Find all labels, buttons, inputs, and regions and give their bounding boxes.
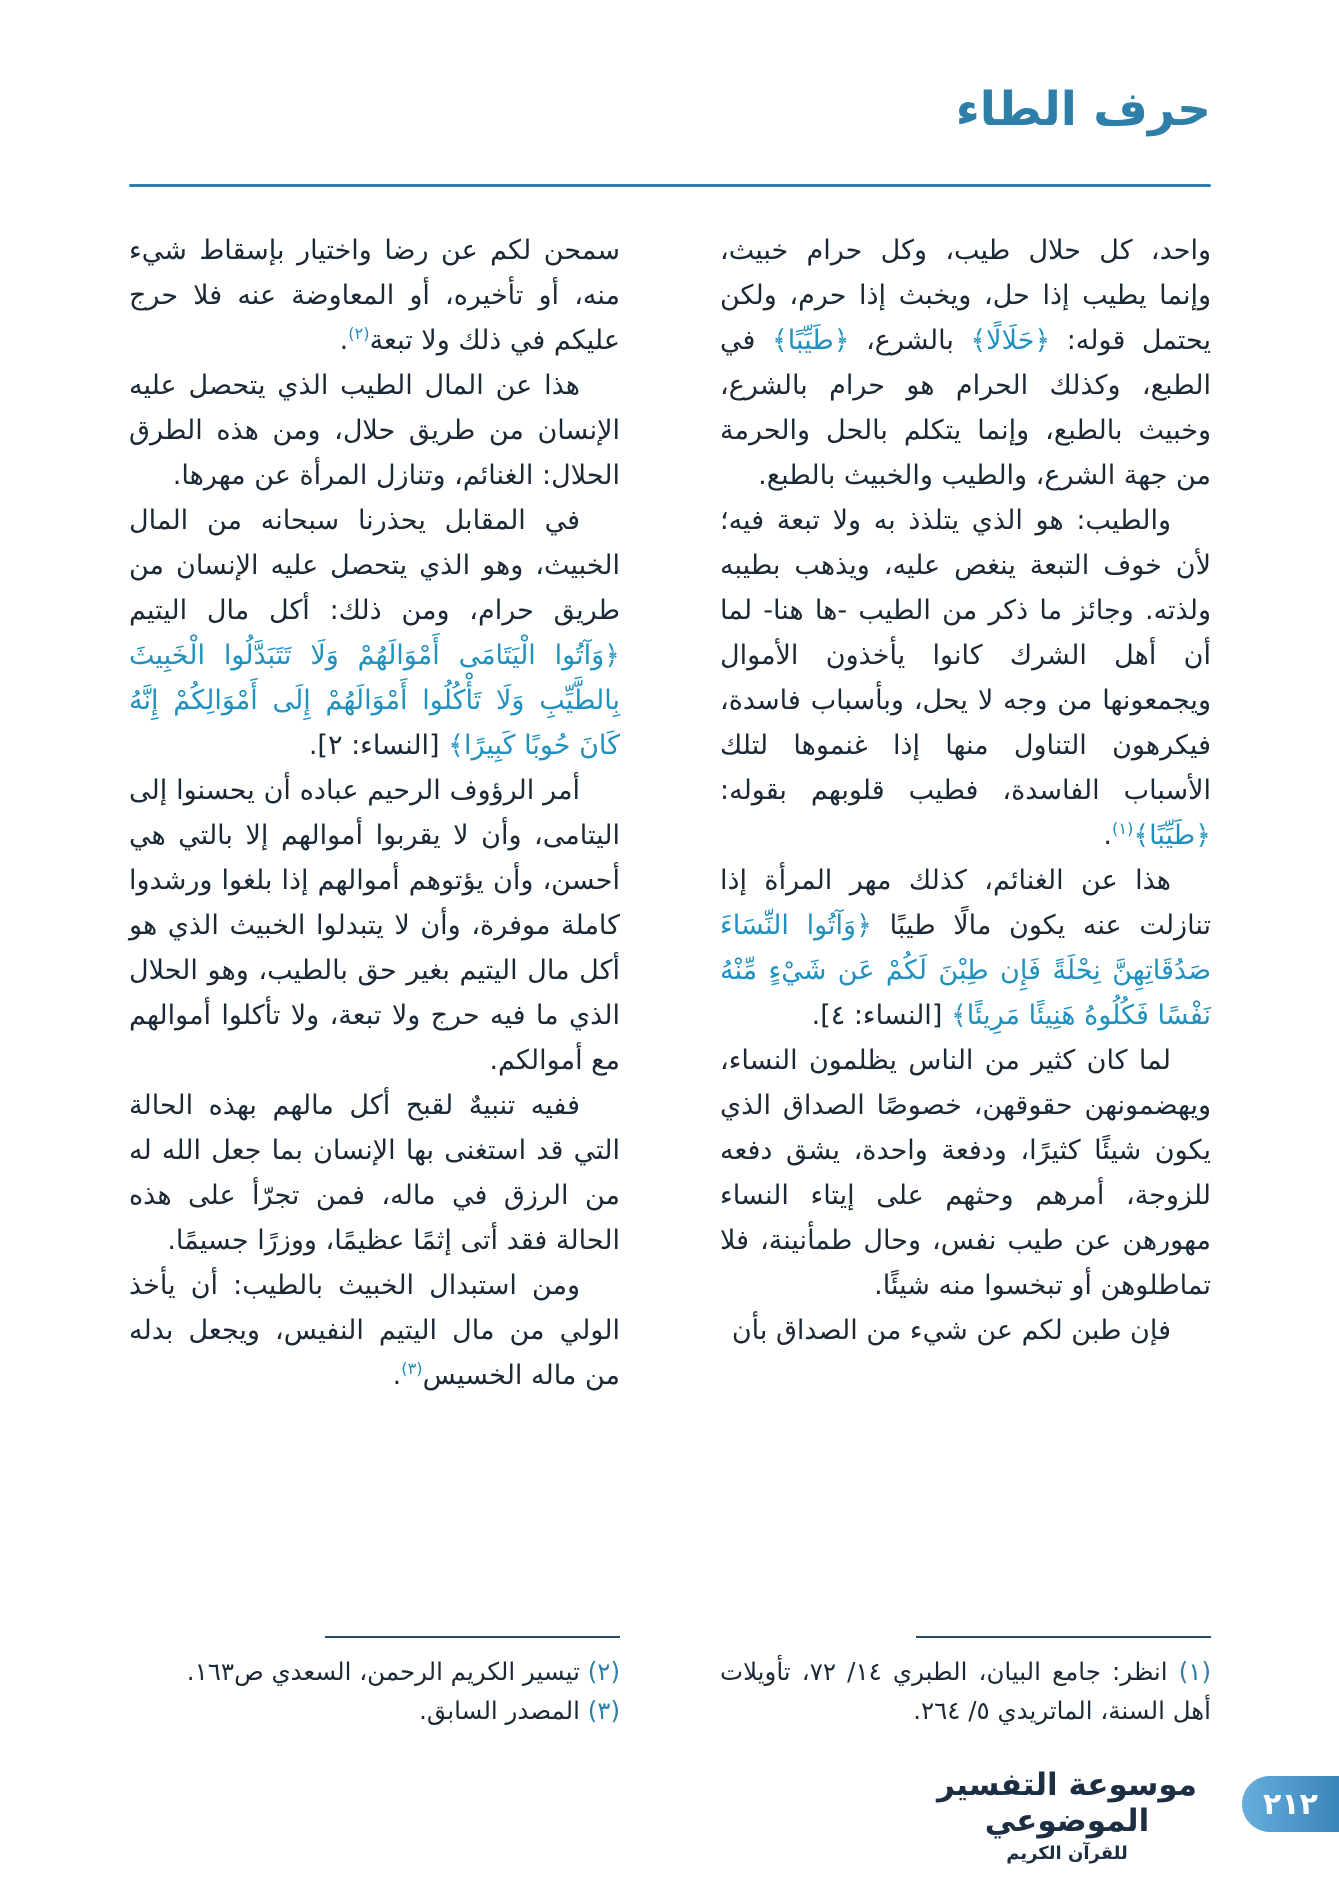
body-text: في المقابل يحذرنا سبحانه من المال الخبيث، وهو الذي يتحصل عليه الإنسان من طريق حرام، ومن ذلك: أكل مال اليتيم [129,505,620,626]
body-text: بالشرع، [849,325,971,356]
quran-verse: ﴿وَآتُوا النِّسَاءَ صَدُقَاتِهِنَّ نِحْلَةً فَإِن طِبْنَ لَكُمْ عَن شَيْءٍ مِّنْهُ نَفْسًا فَكُلُوهُ هَنِيئًا مَرِيئًا﴾ [720,910,1211,1031]
logo-subtitle-text: للقرآن الكريم [1006,1843,1128,1864]
body-text: فإن طبن لكم عن شيء من الصداق بأن [731,1315,1171,1346]
paragraph [129,1263,620,1398]
body-text: سمحن لكم عن رضا واختيار بإسقاط شيء منه، أو تأخيره، أو المعاوضة عنه فلا حرج عليكم في ذلك ولا تبعة [129,235,620,356]
footnote-text: المصدر السابق. [419,1696,580,1725]
paragraph [129,228,620,363]
quran-verse: ﴿حَلَالًا﴾ [970,325,1051,356]
footnote-marker: (١) [1111,819,1134,838]
text-column-right [720,228,1211,1730]
logo-title-text: موسوعة التفسير الموضوعي [936,1767,1198,1839]
verse-reference: [النساء: ٢]. [308,730,449,761]
footnote-text: تيسير الكريم الرحمن، السعدي ص١٦٣. [186,1657,580,1686]
body-text: ففيه تنبيهٌ لقبح أكل مالهم بهذه الحالة التي قد استغنى بها الإنسان بما جعل الله له من الرزق في ماله، فمن تجرّأ على هذه الحالة فقد أتى إثمًا عظيمًا، ووزرًا جسيمًا. [129,1090,620,1256]
quran-verse: ﴿وَآتُوا الْيَتَامَى أَمْوَالَهُمْ وَلَا تَتَبَدَّلُوا الْخَبِيثَ بِالطَّيِّبِ وَلَا تَأْكُلُوا أَمْوَالَهُمْ إِلَى أَمْوَالِكُمْ إِنَّهُ كَانَ حُوبًا كَبِيرًا﴾ [129,640,620,761]
paragraph [720,228,1211,498]
verse-reference: [النساء: ٤]. [811,1000,951,1031]
footnote-separator-rule [325,1636,620,1638]
footnote-separator-rule [916,1636,1211,1638]
body-text: هذا عن الغنائم، كذلك مهر المرأة إذا تنازلت عنه يكون مالًا طيبًا [720,865,1211,941]
body-text: . [392,1360,402,1391]
paragraph [129,1083,620,1263]
body-text: لما كان كثير من الناس يظلمون النساء، ويهضمونهن حقوقهن، خصوصًا الصداق الذي يكون شيئًا كثيرًا، ودفعة واحدة، يشق دفعه للزوجة، أمرهم وحثهم على إيتاء النساء مهورهن عن طيب نفس، وحال طمأنينة، فلا تماطلوهن أو تبخسوا منه شيئًا. [720,1045,1211,1301]
paragraph [129,498,620,768]
footnote [129,1652,620,1691]
paragraph [129,768,620,1083]
footnote-marker: (٢) [348,324,370,343]
quran-verse: ﴿طَيِّبًا﴾ [771,325,850,356]
footnote-text: انظر: جامع البيان، الطبري ١٤/ ٧٢، تأويلات أهل السنة، الماتريدي ٥/ ٢٦٤. [720,1657,1211,1725]
paragraph [720,1038,1211,1308]
body-text: ومن استبدال الخبيث بالطيب: أن يأخذ الولي من مال اليتيم النفيس، ويجعل بدله من ماله الخسيس [129,1270,620,1391]
paragraph [129,363,620,498]
two-column-text-area [129,228,1211,1730]
body-text: واحد، كل حلال طيب، وكل حرام خبيث، وإنما يطيب إذا حل، ويخبث إذا حرم، ولكن يحتمل قوله: [720,235,1212,356]
page-number: ٢١٢ [1263,1786,1318,1822]
publisher-logo [927,1767,1207,1864]
text-column-left [129,228,620,1730]
footnote-number: (١) [1167,1657,1211,1686]
footnote-number: (٣) [579,1696,620,1725]
column-body [720,228,1211,1353]
footnotes-right [720,1636,1211,1730]
quran-verse: ﴿طَيِّبًا﴾ [1133,820,1211,851]
footnotes-left [129,1636,620,1730]
paragraph [720,858,1211,1038]
body-text: . [1103,820,1112,851]
paragraph [720,498,1211,858]
footnote [129,1691,620,1730]
body-text: في الطبع، وكذلك الحرام هو حرام بالشرع، وخبيث بالطبع، وإنما يتكلم بالحل والحرمة من جهة الشرع، والطيب والخبيث بالطبع. [720,325,1211,491]
body-text: والطيب: هو الذي يتلذذ به ولا تبعة فيه؛ لأن خوف التبعة ينغص عليه، ويذهب بطيبه ولذته. وجائز ما ذكر من الطيب -ها هنا- لما أن أهل الشرك كانوا يأخذون الأموال ويجمعونها من وجه لا يحل، وبأسباب فاسدة، فيكرهون التناول منها إذا غنموها لتلك الأسباب الفاسدة، فطيب قلوبهم بقوله: [720,505,1211,806]
column-body [129,228,620,1398]
body-text: . [339,325,349,356]
paragraph [720,1308,1211,1353]
header-divider-rule [129,184,1211,187]
chapter-header-title: حرف الطاء [955,82,1211,137]
page-number-tab [1242,1776,1339,1832]
footnote-marker: (٣) [401,1359,423,1378]
body-text: هذا عن المال الطيب الذي يتحصل عليه الإنسان من طريق حلال، ومن هذه الطرق الحلال: الغنائم، وتنازل المرأة عن مهرها. [129,370,620,491]
body-text: أمر الرؤوف الرحيم عباده أن يحسنوا إلى اليتامى، وأن لا يقربوا أموالهم إلا بالتي هي أحسن، وأن يؤتوهم أموالهم إذا بلغوا ورشدوا كاملة موفرة، وأن لا يتبدلوا الخبيث الذي هو أكل مال اليتيم بغير حق بالطيب، وهو الحلال الذي ما فيه حرج ولا تبعة، ولا تأكلوا أموالهم مع أموالكم. [129,775,620,1076]
footnote-number: (٢) [579,1657,620,1686]
footnote [720,1652,1211,1730]
